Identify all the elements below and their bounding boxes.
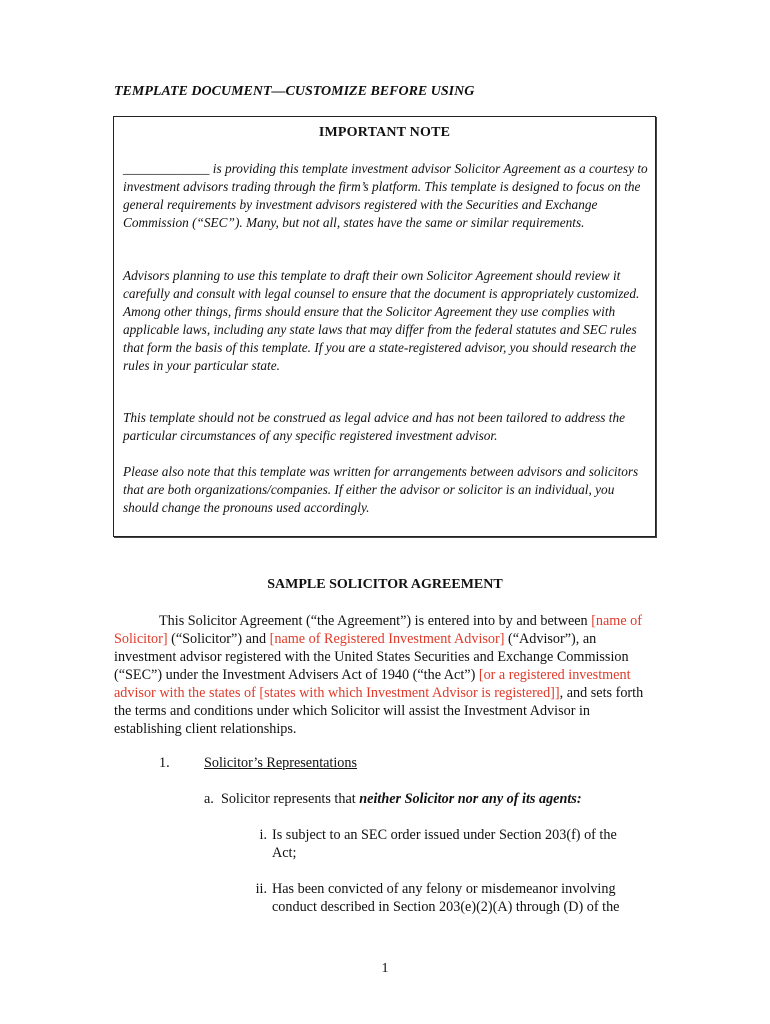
page-number: 1 xyxy=(381,961,389,976)
note-title: IMPORTANT NOTE xyxy=(318,125,451,140)
states-placeholder: [or a registered investment advisor with the states of [states with which Investment Advisor is registered]] xyxy=(114,667,631,701)
section-title: Solicitor’s Representations xyxy=(204,755,358,771)
note-paragraph: Please also note that this template was written for arrangements between advisors and solicitors that are both organizations/companies. If either the advisor or solicitor is an individual, you should change the pronouns used accordingly. xyxy=(123,464,639,515)
section-number: 1. xyxy=(159,755,170,771)
subsection-a: a. Solicitor represents that neither Solicitor nor any of its agents: xyxy=(204,791,582,807)
template-header: TEMPLATE DOCUMENT—CUSTOMIZE BEFORE USING xyxy=(114,84,475,99)
note-paragraph: This template should not be construed as legal advice and has not been tailored to address the particular circumstances of any specific registered investment advisor. xyxy=(123,410,626,443)
solicitor-name-placeholder: [name of Solicitor] xyxy=(114,613,643,647)
agreement-intro-paragraph: This Solicitor Agreement (“the Agreement”) is entered into by and between [name of Solicitor] (“Solicitor”) and [name of Registered Investment Advisor] (“Advisor”), an investment advisor registered with the United States Securities and Exchange Commission (“SEC”) under the Investment Advisers Act of 1940 (“the Act”) [or a registered investment advisor with the states of [states with which Investment Advisor is registered]], and sets forth the terms and conditions under which Solicitor will assist the Investment Advisor in establishing client relationships. xyxy=(114,613,644,737)
subsection-a-emphasis: neither Solicitor nor any of its agents: xyxy=(359,791,582,807)
agreement-title: SAMPLE SOLICITOR AGREEMENT xyxy=(267,577,503,592)
advisor-name-placeholder: [name of Registered Investment Advisor] xyxy=(269,631,505,647)
important-note-box xyxy=(113,116,656,537)
note-paragraph: Advisors planning to use this template to draft their own Solicitor Agreement should review it carefully and consult with legal counsel to ensure that the document is appropriately customized. Among other things, firms should ensure that the Solicitor Agreement they use complies with applicable laws, including any state laws that may differ from the federal statutes and SEC rules that form the basis of this template. If you are a state-registered advisor, you should research the rules in your particular state. xyxy=(123,268,640,373)
note-paragraph: _____________ is providing this template investment advisor Solicitor Agreement as a courtesy to investment advisors trading through the firm’s platform. This template is designed to focus on the general requirements by investment advisors registered with the Securities and Exchange Commission (“SEC”). Many, but not all, states have the same or similar requirements. xyxy=(123,161,648,230)
